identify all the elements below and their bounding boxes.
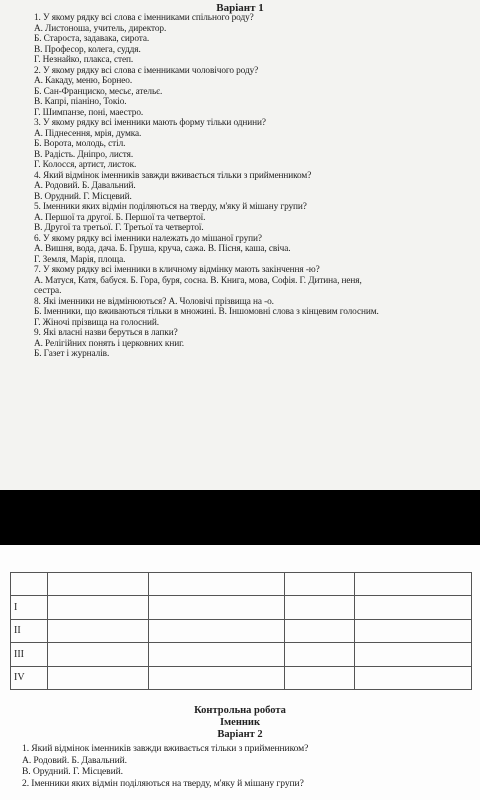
answer-table	[10, 572, 472, 690]
test-heading: Контрольна робота	[194, 705, 286, 716]
table-cell	[285, 643, 355, 666]
table-row	[11, 573, 472, 596]
table-cell: I	[11, 596, 48, 619]
text-line: В. Капрі, піаніно, Токіо.	[34, 97, 127, 107]
text-line: 8. Які іменники не відмінюються? А. Чоловічі прізвища на -о.	[34, 296, 274, 307]
text-line: Б. Газет і журналів.	[34, 349, 110, 359]
text-line: 9. Які власні назви беруться в лапки?	[34, 328, 178, 338]
table-cell	[48, 619, 149, 642]
table-row	[11, 619, 472, 642]
text-line: А. Вишня, вода, дача. Б. Груша, круча, сажа. В. Пісня, каша, свіча.	[34, 244, 291, 254]
topic-heading: Іменник	[219, 717, 261, 728]
text-line: Г. Шимпанзе, поні, маестро.	[34, 107, 144, 118]
text-line: 1. Який відмінок іменників завжди вживається тільки з прийменником?	[22, 743, 309, 754]
table-cell	[48, 643, 149, 666]
text-line: А. Першої та другої. Б. Першої та четвертої.	[34, 212, 206, 223]
text-line: Б. Іменники, що вживаються тільки в множині. В. Іншомовні слова з кінцевим голосним.	[34, 307, 379, 317]
table-cell: II	[11, 619, 48, 642]
table-cell	[355, 643, 472, 666]
text-line: Б. Староста, задавака, сирота.	[34, 34, 150, 44]
text-line: А. Релігійних понять і церковних книг.	[34, 338, 184, 349]
text-line: Г. Незнайко, плакса, степ.	[34, 55, 134, 65]
text-line: 3. У якому рядку всі іменники мають форму тільки однини?	[34, 118, 266, 128]
text-line: Б. Сан-Франциско, месьє, ательє.	[34, 86, 163, 97]
text-line: сестра.	[34, 286, 62, 296]
text-line: 6. У якому рядку всі іменники належать до мішаної групи?	[34, 233, 262, 244]
table-cell: IV	[11, 666, 48, 689]
black-separator	[0, 490, 480, 545]
text-line: 4. Який відмінок іменників завжди вживається тільки з прийменником?	[34, 170, 312, 181]
text-line: А. Какаду, меню, Борнео.	[34, 76, 133, 86]
table-cell	[285, 573, 355, 596]
table-cell	[149, 596, 285, 619]
table-cell	[149, 619, 285, 642]
table-row	[11, 596, 472, 619]
text-line: В. Другої та третьої. Г. Третьої та четвертої.	[34, 223, 204, 233]
text-line: Г. Жіночі прізвища на голосний.	[34, 317, 160, 328]
table-cell	[285, 619, 355, 642]
text-line: А. Піднесення, мрія, думка.	[34, 128, 142, 139]
table-cell	[355, 596, 472, 619]
table-cell	[355, 573, 472, 596]
table-cell	[149, 666, 285, 689]
table-cell	[285, 596, 355, 619]
variant-1-title: Варіант 1	[216, 2, 264, 14]
table-cell	[149, 643, 285, 666]
table-row	[11, 666, 472, 689]
variant-1-questions	[34, 13, 476, 360]
text-line: А. Родовий. Б. Давальний.	[22, 754, 127, 766]
table-cell	[48, 596, 149, 619]
text-line: В. Орудний. Г. Місцевий.	[34, 191, 132, 202]
worksheet-variant-2	[0, 545, 480, 800]
table-row	[11, 643, 472, 666]
table-cell	[48, 573, 149, 596]
text-line: Б. Ворота, молодь, стіл.	[34, 139, 126, 149]
table-cell	[48, 666, 149, 689]
variant-2-questions	[22, 743, 476, 789]
table-cell	[285, 666, 355, 689]
text-line: 2. У якому рядку всі слова є іменниками чоловічого роду?	[34, 65, 259, 76]
table-cell	[355, 666, 472, 689]
text-line: В. Радість. Дніпро, листя.	[34, 149, 134, 160]
table-cell	[11, 573, 48, 596]
text-line: В. Орудний. Г. Місцевий.	[22, 766, 123, 777]
text-line: 2. Іменники яких відмін поділяються на тверду, м'яку й мішану групи?	[22, 777, 304, 789]
text-line: 7. У якому рядку всі іменники в кличному відмінку мають закінчення -ю?	[34, 265, 320, 275]
text-line: 5. Іменники яких відмін поділяються на тверду, м'яку й мішану групи?	[34, 202, 307, 212]
text-line: А. Родовий. Б. Давальний.	[34, 181, 136, 191]
table-cell: III	[11, 643, 48, 666]
text-line: Г. Колосся, артист, листок.	[34, 160, 137, 170]
text-line: 1. У якому рядку всі слова є іменниками спільного роду?	[34, 13, 254, 23]
text-line: А. Матуся, Катя, бабуся. Б. Гора, буря, сосна. В. Книга, мова, Софія. Г. Дитина, неня,	[34, 275, 362, 286]
variant-2-title: Варіант 2	[217, 729, 263, 740]
text-line: А. Листоноша, учитель, директор.	[34, 23, 167, 34]
table-cell	[355, 619, 472, 642]
text-line: В. Професор, колега, суддя.	[34, 44, 141, 55]
table-cell	[149, 573, 285, 596]
text-line: Г. Земля, Марія, площа.	[34, 254, 126, 265]
